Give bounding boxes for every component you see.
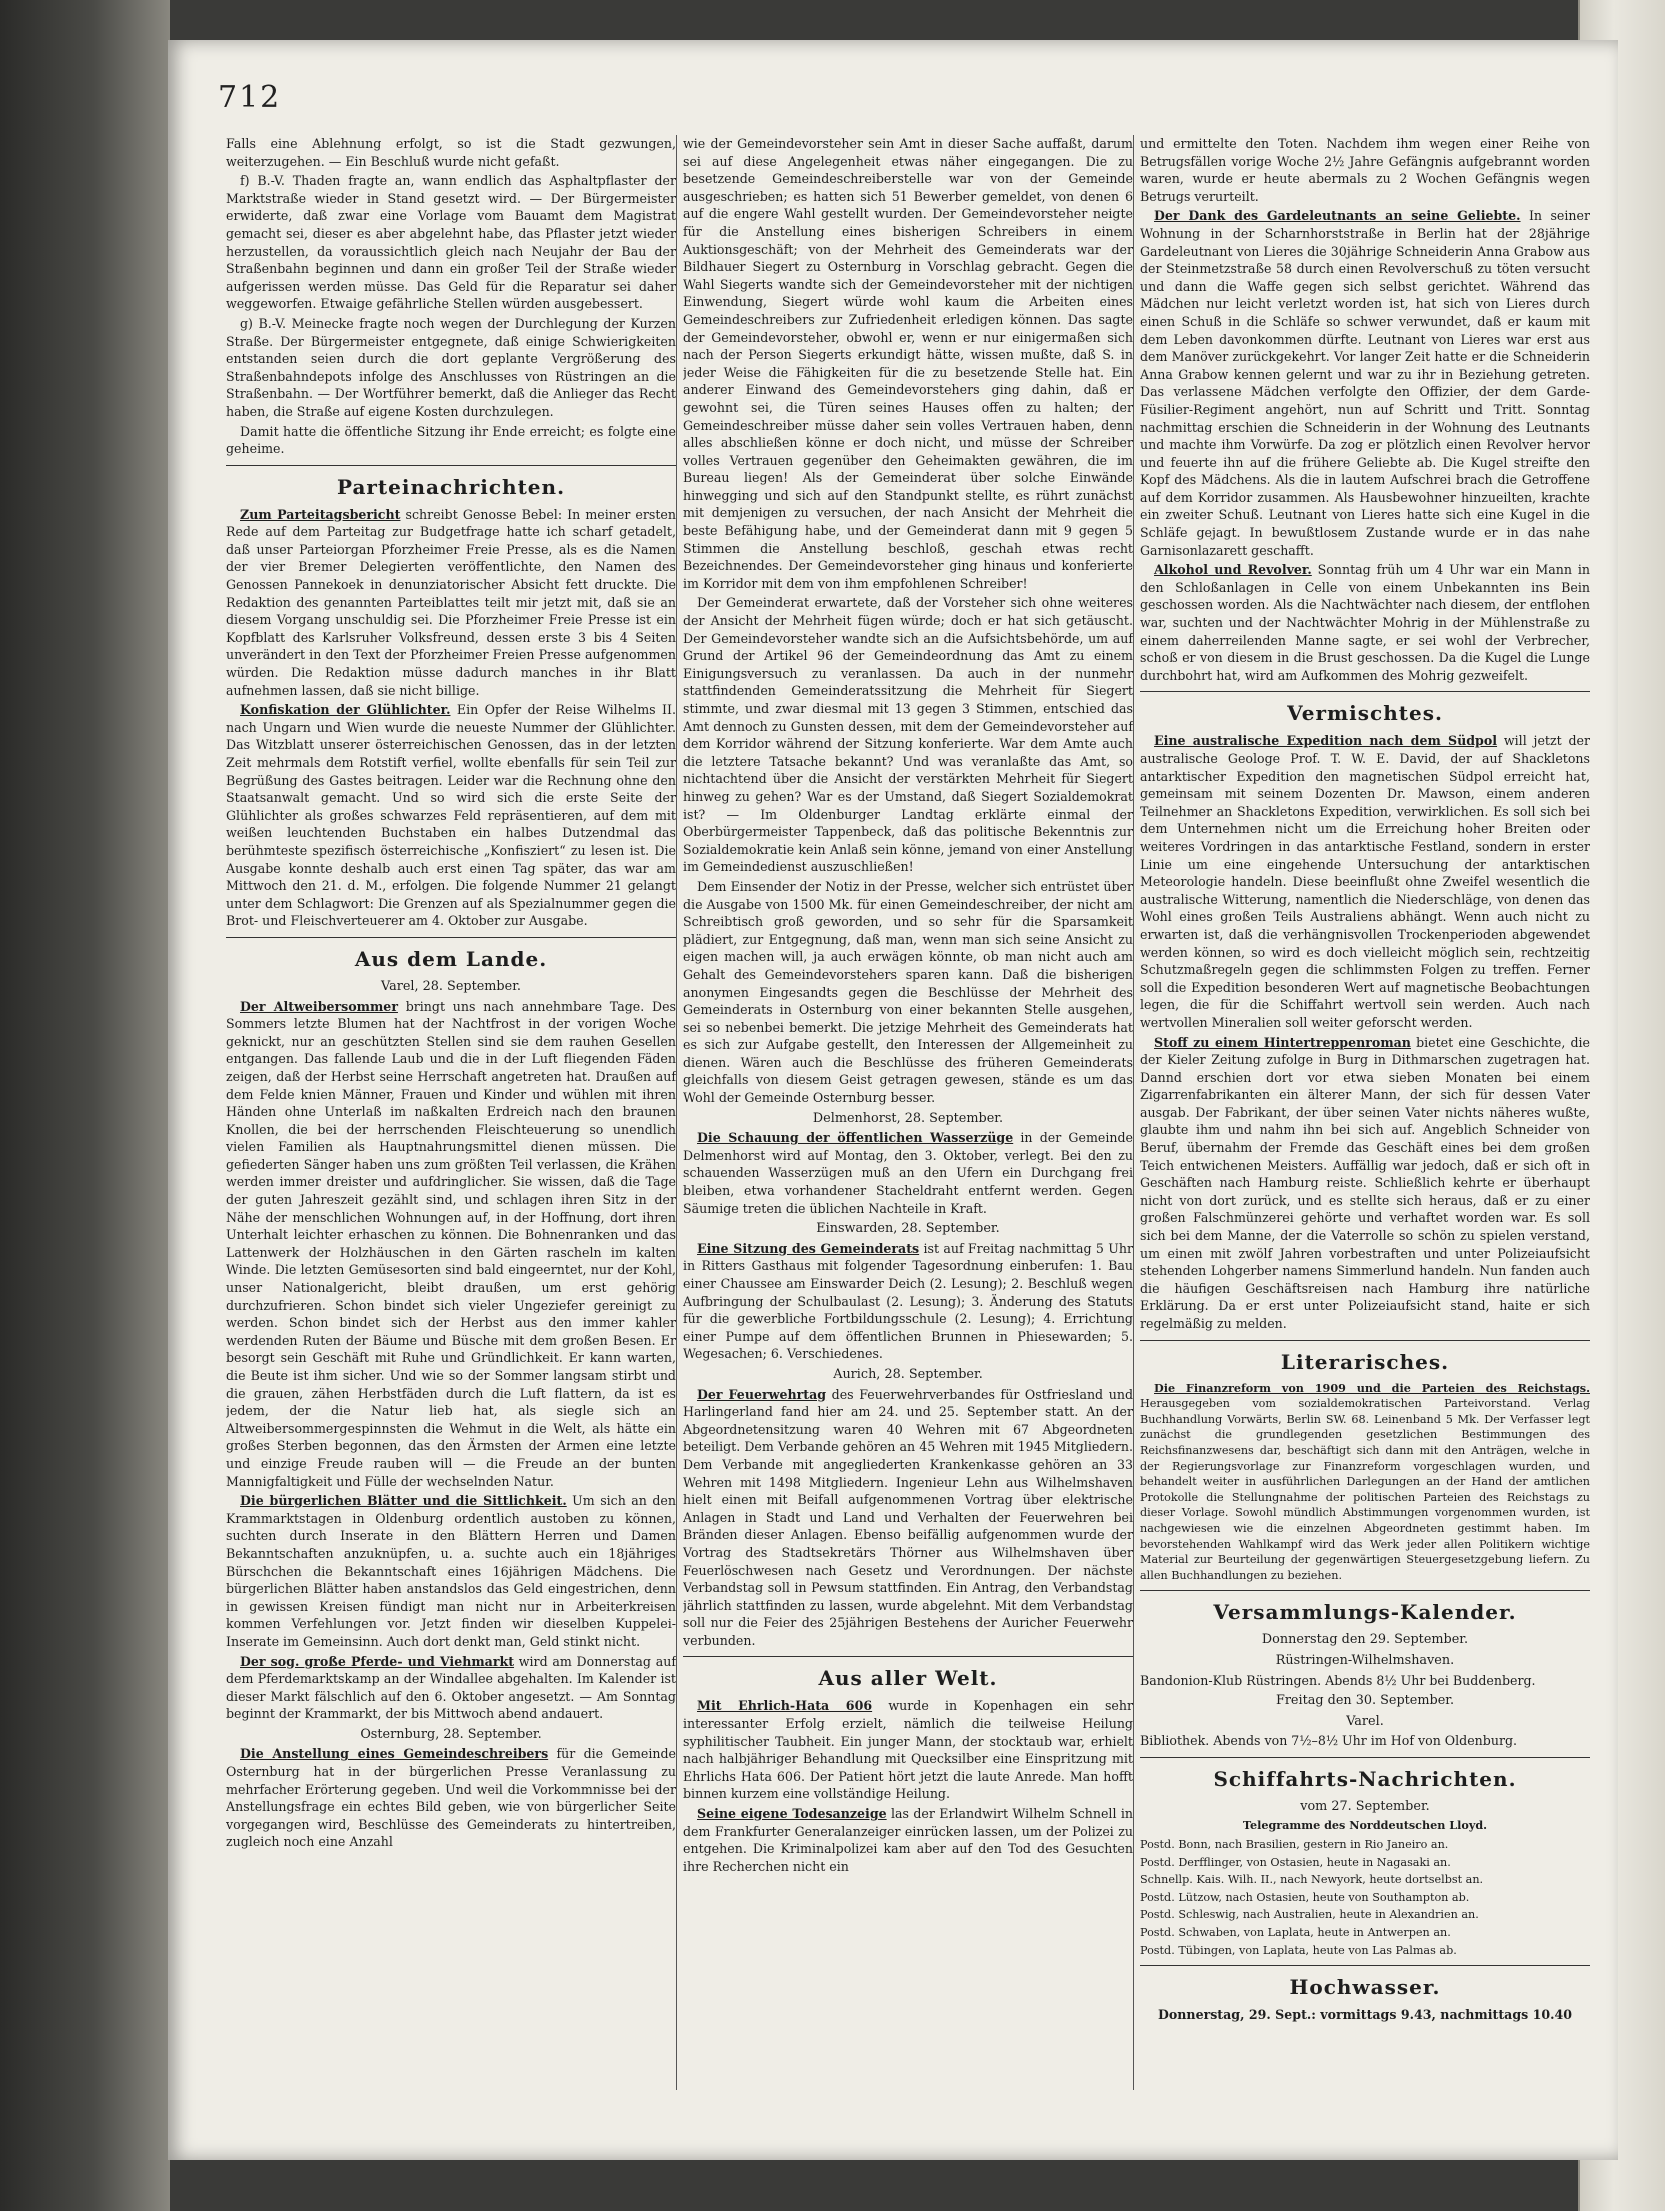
article-kicker: Der Feuerwehrtag <box>697 1386 827 1402</box>
ship-line: Schnellp. Kais. Wilh. II., nach Newyork, heute dortselbst an. <box>1140 1873 1484 1887</box>
section-rule <box>1140 1757 1590 1758</box>
article-paragraph: f) B.-V. Thaden fragte an, wann endlich das Asphaltpflaster der Marktstraße wieder in Stand gesetzt wird. — Der Bürgermeister erwiderte, daß zwar eine Vorlage vom Bauamt dem Magistrat gemacht sei, dieser es aber abgelehnt habe, das Pflaster jetzt wieder herzustellen, da voraussichtlich gleich nach Neujahr der Bau der Straßenbahn beginnen und dann ein großer Teil der Straße wieder aufgerissen werden müsse. Das Geld für die Reparatur sei daher weggeworfen. Etwaige gefährliche Stellen würden ausgebessert. <box>226 173 676 312</box>
page-number: 712 <box>218 80 282 115</box>
article-paragraph: und ermittelte den Toten. Nachdem ihm wegen einer Reihe von Betrugsfällen vorige Woche 2½ Jahre Gefängnis aufgebrannt worden waren, wurde er heute abermals zu 2 Wochen Gefängnis wegen Betrugs verurteilt. <box>1140 136 1590 204</box>
article-paragraph <box>226 998 676 1491</box>
article-paragraph: Damit hatte die öffentliche Sitzung ihr Ende erreicht; es folgte eine geheime. <box>226 423 676 457</box>
section-rule <box>683 1656 1133 1657</box>
section-heading: Aus aller Welt. <box>818 1666 998 1691</box>
article-kicker: Der Altweibersommer <box>240 998 398 1014</box>
ship-line: Postd. Schwaben, von Laplata, heute in Antwerpen an. <box>1140 1926 1451 1940</box>
article-kicker: Seine eigene Todesanzeige <box>697 1806 887 1822</box>
dateline: Osternburg, 28. September. <box>360 1726 542 1742</box>
dateline: Donnerstag den 29. September. <box>1261 1632 1469 1648</box>
section-heading: Hochwasser. <box>1289 1975 1441 2000</box>
section-rule <box>1140 1965 1590 1966</box>
article-kicker: Eine australische Expedition nach dem Südpol <box>1154 733 1498 749</box>
article-paragraph <box>226 701 676 930</box>
calendar-entry: Bandonion-Klub Rüstringen. Abends 8½ Uhr bei Buddenberg. <box>1140 1672 1536 1688</box>
ship-line: Postd. Derfflinger, von Ostasien, heute in Nagasaki an. <box>1140 1855 1451 1869</box>
article-paragraph: wie der Gemeindevorsteher sein Amt in dieser Sache auffaßt, darum sei auf diese Angelegenheit etwas näher eingegangen. Die zu besetzende Gemeindeschreiberstelle war von der Gemeinde ausgeschrieben; es hatten sich 51 Bewerber gemeldet, von denen 6 auf die engere Wahl gestellt wurden. Der Gemeindevorsteher neigte für die Anstellung eines bisherigen Schreibers in einem Auktionsgeschäft; von der Mehrheit des Gemeinderats war der Bildhauer Siegert zu Osternburg in Vorschlag gebracht. Gegen die Wahl Siegerts wandte sich der Gemeindevorsteher mit der nichtigen Einwendung, Siegert würde wohl kaum die Arbeiten eines Gemeindeschreibers zur Zufriedenheit erledigen können. Das sagte der Gemeindevorsteher, obwohl er, wenn er nur einigermaßen sich nach der Person Siegerts erkundigt hätte, wissen mußte, daß S. in jeder Weise die Fähigkeiten für die zu besetzende Stelle hat. Ein anderer Einwand des Gemeindevorstehers ging dahin, daß er gewohnt sei, die Türen seines Hauses offen zu halten; der Gemeindeschreiber müsse daher sein volles Vertrauen haben, denn alles abschließen könne er doch nicht, und müsse der Schreiber volles Vertrauen gegenüber den Geheimakten gewähren, die im Bureau liegen! Als der Gemeinderat über solche Einwände hinwegging und sich auf den Standpunkt stellte, es rührt zunächst mit demjenigen zu versuchen, der nach Ansicht der Mehrheit die beste Befähigung habe, und der Gemeinderat dann mit 9 gegen 5 Stimmen die Anstellung beschloß, geschah etwas recht Bezeichnendes. Der Gemeindevorsteher ging hinaus und konferierte im Korridor mit dem von ihm empfohlenen Schreiber! <box>683 136 1133 591</box>
article-kicker: Stoff zu einem Hintertreppenroman <box>1154 1034 1411 1050</box>
section-heading: Parteinachrichten. <box>336 474 566 499</box>
article-paragraph <box>683 1697 1133 1803</box>
article-paragraph <box>226 1653 676 1723</box>
dateline: Aurich, 28. September. <box>833 1366 983 1382</box>
article-paragraph <box>226 1745 676 1851</box>
article-paragraph <box>683 1129 1133 1217</box>
section-rule <box>226 465 676 466</box>
article-paragraph <box>683 1240 1133 1363</box>
high-water-line: Donnerstag, 29. Sept.: vormittags 9.43, nachmittags 10.40 <box>1157 2007 1573 2023</box>
article-kicker: Zum Parteitagsbericht <box>240 506 401 522</box>
article-paragraph: Der Gemeinderat erwartete, daß der Vorsteher sich ohne weiteres der Ansicht der Mehrheit fügen würde; doch er hat sich getäuscht. Der Gemeindevorsteher wandte sich an die Aufsichtsbehörde, um auf Grund der Artikel 96 der Gemeindeordnung das Amt zu einem Einigungsversuch zu veranlassen. Da auch in der nunmehr stattfindenden Gemeinderatssitzung die Mehrheit für Siegert stimmte, und zwar diesmal mit 13 gegen 3 Stimmen, entschied das Amt dennoch zu Gunsten dessen, mit dem der Gemeindevorsteher auf dem Korridor während der Sitzung konferierte. War dem Amte auch die letztere Tatsache bekannt? Und was veranlaßte das Amt, so nichtachtend über die Ansicht der verstärkten Mehrheit für Siegert hinweg zu gehen? War es der Umstand, daß Siegert Sozialdemokrat ist? — Im Oldenburger Landtag erklärte einmal der Oberbürgermeister Tappenbeck, daß das politische Bekenntnis zur Sozialdemokratie kein Anlaß sein könne, jemand von einer Anstellung im Gemeindedienst auszuschließen! <box>683 595 1133 875</box>
article-text: las der Erlandwirt Wilhelm Schnell in dem Frankfurter Generalanzeiger einrücken lassen, um der Polizei zu entgehen. Die Kriminalpolizei kam aber auf den Tod des Gesuchten ihre Recherchen nicht ein <box>683 1806 1133 1874</box>
section-rule <box>1140 1340 1590 1341</box>
section-rule <box>1140 691 1590 692</box>
article-paragraph <box>1140 1381 1590 1584</box>
article-text: Ein Opfer der Reise Wilhelms II. nach Ungarn und Wien wurde die neueste Nummer der Glühlichter. Das Witzblatt unserer österreichischen Genossen, das in der letzten Zeit mehrmals dem Rotstift verfiel, wollte ebenfalls für sein Teil zur Begrüßung des Gastes beitragen. Leider war die Rechnung ohne den Staatsanwalt gemacht. Und so wird sich die erste Seite der Glühlichter als großes schwarzes Feld repräsentieren, auf dem mit weißen leuchtenden Buchstaben ein halbes Dutzendmal das berühmteste spezifisch österreichische „Konfisziert“ zu lesen ist. Die Ausgabe konnte deshalb auch erst einen Tag später, das war am Mittwoch den 21. d. M., erfolgen. Die folgende Nummer 21 gelangt unter dem Schlagwort: Die Grenzen auf als Spezialnummer gegen die Brot- und Fleischverteuerer am 4. Oktober zur Ausgabe. <box>226 702 676 929</box>
column-3 <box>1140 135 1590 2105</box>
article-text: will jetzt der australische Geologe Prof. T. W. E. David, der auf Shackletons antarktischer Expedition den magnetischen Südpol erreicht hat, gemeinsam mit seinem Dozenten Dr. Mawson, einem anderen Teilnehmer an Shackletons Expedition, verwirklichen. Es soll sich bei dem Unternehmen nicht um die Erreichung hoher Breiten oder weiteres Vordringen in das antarktische Festland, sondern in erster Linie um eine eingehende Untersuchung der antarktischen Meteorologie handeln. Diese beeinflußt ohne Zweifel wesentlich die australische Witterung, namentlich die Niederschläge, von denen das Wohl eines großen Teils Australiens abhängt. Wenn auch nicht zu erwarten ist, daß die verhängnisvollen Trockenperioden abgewendet werden können, so wird es doch vielleicht möglich sein, rechtzeitig Schutzmaßregeln gegen die schlimmsten Folgen zu treffen. Ferner soll die Expedition besonderen Wert auf magnetische Beobachtungen legen, die für die Schiffahrt wertvoll sein werden. Auch nach wertvollen Mineralien soll weiter geforscht werden. <box>1140 733 1590 1030</box>
article-text: wird am Donnerstag auf dem Pferdemarktskamp an der Windallee abgehalten. Im Kalender ist dieser Markt fälschlich auf den 6. Oktober angesetzt. — Am Sonntag beginnt der Krammarkt, der bis Mittwoch abend andauert. <box>226 1653 676 1722</box>
article-kicker: Der Dank des Gardeleutnants an seine Geliebte. <box>1154 208 1521 224</box>
section-heading: Versammlungs-Kalender. <box>1213 1600 1517 1625</box>
article-text: Herausgegeben vom sozialdemokratischen Parteivorstand. Verlag Buchhandlung Vorwärts, Berlin SW. 68. Leinenband 5 Mk. Der Verfasser legt zunächst die grundlegenden gesetzlichen Bestimmungen des Reichsfinanzwesens dar, beschäftigt sich dann mit den Anträgen, welche in der Regierungsvorlage zur Finanzreform vorgeschlagen wurden, und behandelt weiter in ausführlichen Darlegungen an der Hand der amtlichen Protokolle die Stellungnahme der politischen Parteien des Reichstags zu dieser Vorlage. Sowohl mündlich Abstimmungen vorgenommen wurden, ist nachgewiesen wie die einzelnen Abgeordneten gestimmt haben. Im bevorstehenden Wahlkampf wird das Werk jeder allen Politikern wichtige Material zur Beurteilung der gegenwärtigen Steuergesetzgebung liefern. Zu allen Buchhandlungen zu beziehen. <box>1140 1397 1590 1582</box>
article-kicker: Die Schauung der öffentlichen Wasserzüge <box>697 1130 1014 1146</box>
article-kicker: Die Anstellung eines Gemeindeschreibers <box>240 1746 549 1762</box>
dateline: Delmenhorst, 28. September. <box>812 1110 1004 1126</box>
article-text: für die Gemeinde Osternburg hat in der bürgerlichen Presse Veranlassung zu mehrfacher Erörterung gegeben. Und weil die Vorkommnisse bei der Anstellungsfrage ein echtes Bild geben, wie von bürgerlicher Seite vorgegangen wird, Beschlüsse des Gemeinderats zu hintertreiben, zugleich noch eine Anzahl <box>226 1746 676 1850</box>
calendar-entry: Bibliothek. Abends von 7½–8½ Uhr im Hof von Oldenburg. <box>1140 1733 1518 1749</box>
article-kicker: Eine Sitzung des Gemeinderats <box>697 1240 920 1256</box>
section-rule <box>1140 1590 1590 1591</box>
article-kicker: Alkohol und Revolver. <box>1154 562 1312 578</box>
article-text: In seiner Wohnung in der Scharnhorststraße in Berlin hat der 28jährige Gardeleutnant von Lieres die 30jährige Schneiderin Anna Grabow aus der Steinmetzstraße 58 durch einen Revolverschuß zu töten versucht und dann die Waffe gegen sich selbst gerichtet. Während das Mädchen nur leicht verletzt worden ist, hat sich von Lieres durch einen Schuß in die Schläfe so schwer verwundet, daß er kaum mit dem Leben davonkommen dürfte. Leutnant von Lieres war erst aus dem Manöver zurückgekehrt. Vor langer Zeit hatte er die Schneiderin Anna Grabow kennen gelernt und war zu ihr in Beziehung getreten. Das verlassene Mädchen verfolgte den Offizier, der dem Garde-Füsilier-Regiment angehört, nun auf Schritt und Tritt. Sonntag nachmittag erschien die Schneiderin in der Wohnung des Leutnants und machte ihm Vorwürfe. Da zog er plötzlich einen Revolver hervor und feuerte ihn auf die frühere Geliebte ab. Die Kugel streifte den Kopf des Mädchens. Als die in lautem Aufschrei brach die Getroffene auf dem Korridor zusammen. Als Hausbewohner hinzueilten, krachte ein zweiter Schuß. Leutnant von Lieres hatte sich eine Kugel in die Schläfe gejagt. In bewußtlosem Zustande wurde er in das nahe Garnisonlazarett geschafft. <box>1140 208 1590 558</box>
article-text: wurde in Kopenhagen ein sehr interessanter Erfolg erzielt, nämlich die teilweise Heilung syphilitischer Taubheit. Ein junger Mann, der stocktaub war, erhielt nach halbjähriger Behandlung mit Quecksilber eine Einspritzung mit Ehrlichs Hata 606. Der Patient hört jetzt die laute Anrede. Man hofft binnen kurzem eine vollständige Heilung. <box>683 1698 1133 1802</box>
section-heading: Aus dem Lande. <box>354 946 548 971</box>
article-paragraph <box>1140 561 1590 684</box>
city-line: Varel. <box>1346 1713 1384 1729</box>
article-paragraph <box>226 1492 676 1650</box>
article-paragraph <box>683 1386 1133 1650</box>
newspaper-page <box>168 40 1618 2160</box>
column-2 <box>683 135 1133 2105</box>
section-rule <box>226 937 676 938</box>
article-text: in der Gemeinde Delmenhorst wird auf Montag, den 3. Oktober, verlegt. Bei den zu schauenden Wasserzügen muß an den Ufern ein Durchgang frei bleiben, etwa vorhandener Stacheldraht entfernt werden. Gegen Säumige treten die üblichen Nachteile in Kraft. <box>683 1130 1133 1216</box>
dateline: vom 27. September. <box>1300 1798 1430 1814</box>
article-text: Um sich an den Krammarktstagen in Oldenburg ordentlich austoben zu können, suchten durch Inserate in den Blättern Herren und Damen Bekanntschaften anzuknüpfen, u. a. suchte auch ein 18jähriges Bürschchen die Bekanntschaft eines 16jährigen Mädchens. Die bürgerlichen Blätter haben anstandslos das Geld eingestrichen, denn in gewissen Kreisen fündigt man nicht nur in Arbeiterkreisen kommen Verfehlungen vor. Jetzt finden wir dieselben Kuppelei-Inserate im Gemeinsinn. Auch dort denkt man, Geld stinkt nicht. <box>226 1493 676 1649</box>
article-text: bringt uns nach annehmbare Tage. Des Sommers letzte Blumen hat der Nachtfrost in der vorigen Woche geknickt, nur an geschützten Stellen sind sie dem rauhen Gesellen entgangen. Das fallende Laub und die in der Luft fliegenden Fäden zeigen, daß der Herbst seine Herrschaft angetreten hat. Draußen auf dem Felde knien Männer, Frauen und Kinder und wühlen mit ihren Händen ohne Unterlaß im naßkalten Erdreich nach den braunen Knollen, die bei der herrschenden Fleischteuerung so unendlich vielen Familien als Hauptnahrungsmittel dienen müssen. Die gefiederten Sänger haben uns zum größten Teil verlassen, die Krähen werden immer dreister und aufdringlicher. Sie wissen, daß die Tage der guten Jahreszeit gezählt sind, und schlagen ihren Sitz in der Nähe der menschlichen Wohnungen auf, in der Hoffnung, dort ihren Unterhalt leichter erhaschen zu können. Die Bohnenranken und das Lattenwerk der Holzhäuschen in den Gärten rascheln im kalten Winde. Die letzten Gemüsesorten sind bald eingeerntet, nur der Kohl, unser Nationalgericht, bleibt draußen, um erst gehörig durchzufrieren. Schon bindet sich vieler Ungeziefer gereinigt zu werden. Schon bindet sich der Herbst aus den immer kahler werdenden Ruten der Bäume und Büsche mit dem großen Besen. Er besorgt sein Geschäft mit Ruhe und Gründlichkeit. Er kann warten, die Beute ist ihm sicher. Und wie so der Sommer langsam stirbt und die grauen, zähen Herbstfäden durch die Luft flattern, da ist es jedem, der die Natur lieb hat, als siegle sich an Altweibersommergespinnsten die Wehmut in die Welt, als hätte ein großes Sterben begonnen, das den Ärmsten der Armen eine letzte und einzige Freude rauben will — die Freude an der bunten Mannigfaltigkeit und Fülle der wechselnden Natur. <box>226 998 676 1489</box>
section-heading: Schiffahrts-Nachrichten. <box>1213 1766 1517 1791</box>
article-paragraph: g) B.-V. Meinecke fragte noch wegen der Durchlegung der Kurzen Straße. Der Bürgermeister entgegnete, daß einige Schwierigkeiten entstanden seien durch die dort geplante Vergrößerung des Straßenbahndepots infolge des Anschlusses von Rüstringen an die Straßenbahn. — Der Wortführer bemerkt, daß die Anlieger das Recht haben, die Straße auf eigene Kosten durchzulegen. <box>226 315 676 419</box>
ship-line: Postd. Bonn, nach Brasilien, gestern in Rio Janeiro an. <box>1140 1838 1449 1852</box>
article-kicker: Der sog. große Pferde- und Viehmarkt <box>240 1653 515 1669</box>
section-heading: Literarisches. <box>1280 1349 1450 1374</box>
article-paragraph <box>683 1805 1133 1875</box>
article-paragraph: Dem Einsender der Notiz in der Presse, welcher sich entrüstet über die Ausgabe von 1500 Mk. für einen Gemeindeschreiber, der nicht am Schreibtisch groß geworden, und so sehr für die Sparsamkeit plädiert, zur Entgegnung, daß man, wenn man sich seine Ansicht zu eigen machen will, ja auch erwägen könnte, ob man nicht auch am Gehalt des Gemeindevorstehers sparen kann. Daß die bisherigen anonymen Eingesandts gegen die Beschlüsse der Mehrheit des Gemeinderats in Osternburg von einer bekannten Stelle ausgehen, sei so nebenbei bemerkt. Die jetzige Mehrheit des Gemeinderats hat es sich zur Aufgabe gestellt, den Interessen der Allgemeinheit zu dienen. Wären auch die Beschlüsse des früheren Gemeinderats gleichfalls von diesem Geist getragen gewesen, stände es um das Wohl der Gemeinde Osternburg besser. <box>683 878 1133 1106</box>
article-text: Sonntag früh um 4 Uhr war ein Mann in den Schloßanlagen in Celle von einem Unbekannten ins Bein geschossen worden. Als die Nachtwächter nach diesem, der entflohen war, suchten und der Nachtwächter Mohrig in der Mühlenstraße zu einem daherreilenden Manne sagte, er sei wohl der Verbrecher, schoß er von diesem in die Brust geschossen. Da die Kugel die Lunge durchbohrt hat, wird am Aufkommen des Mohrig gezweifelt. <box>1140 562 1590 683</box>
ship-line: Postd. Lützow, nach Ostasien, heute von Southampton ab. <box>1140 1890 1470 1904</box>
column-rule <box>676 135 677 2090</box>
article-text: des Feuerwehrverbandes für Ostfriesland und Harlingerland fand hier am 24. und 25. September statt. An der Abgeordnetensitzung waren 40 Wehren mit 67 Abgeordneten beteiligt. Dem Verbande gehören an 45 Wehren mit 1945 Mitgliedern. Dem Verbande mit angegliederten Krankenkasse gehören an 33 Wehren mit 1498 Mitgliedern. Ingenieur Lehn aus Wilhelmshaven hielt einen mit Beifall aufgenommenen Vortrag über elektrische Anlagen in Stadt und Land und Verhalten der Feuerwehren bei Bränden dieser Anlagen. Ebenso beifällig aufgenommen wurde der Vortrag des Stadtsekretärs Thörner aus Wilhelmshaven über Feuerlöschwesen nach Gesetz und Verordnungen. Der nächste Verbandstag soll in Pewsum stattfinden. Ein Antrag, den Verbandstag jährlich stattfinden zu lassen, wurde abgelehnt. Mit dem Verbandstag soll nur die Feier des 25jährigen Bestehens der Auricher Feuerwehr verbunden. <box>683 1386 1133 1648</box>
article-kicker: Konfiskation der Glühlichter. <box>240 702 451 718</box>
article-text: bietet eine Geschichte, die der Kieler Zeitung zufolge in Burg in Dithmarschen zugetragen hat. Dannd erschien dort vor etwa sieben Monaten bei einem Zigarrenfabrikanten ein älterer Mann, der sich für dessen Vater ausgab. Der Fabrikant, der über seinen Vater nichts näheres wußte, glaubte ihm und nahm ihn bei sich auf. Angeblich Schneider von Beruf, übernahm der Fremde das Geschäft eines bei dem großen Teich entwichenen Meisters. Auffällig war jedoch, daß er sich oft in Geschäften nach Hamburg reiste. Schließlich kehrte er überhaupt nicht von dort zurück, und es stellte sich heraus, daß er zu einer großen Falschmünzerei gehörte und verhaftet worden war. Es soll sich bei dem Manne, der die Vaterrolle so schön zu spielen verstand, um einen mit zwölf Jahren vorbestraften und unter Polizeiaufsicht stehenden Lohgerber namens Simmerlund handeln. Nun fanden auch die häufigen Geschäftsreisen nach Hamburg ihre natürliche Erklärung. Da er erst unter Polizeiaufsicht stand, haite er sich regelmäßig zu melden. <box>1140 1034 1590 1331</box>
article-paragraph <box>1140 732 1590 1031</box>
section-heading: Vermischtes. <box>1287 701 1443 726</box>
city-line: Rüstringen-Wilhelmshaven. <box>1275 1652 1455 1668</box>
article-paragraph <box>1140 1034 1590 1333</box>
dateline: Einswarden, 28. September. <box>816 1221 1000 1237</box>
article-kicker: Die bürgerlichen Blätter und die Sittlichkeit. <box>240 1493 567 1509</box>
telegram-subhead: Telegramme des Norddeutschen Lloyd. <box>1242 1818 1488 1833</box>
column-1 <box>226 135 676 2105</box>
article-paragraph: Falls eine Ablehnung erfolgt, so ist die Stadt gezwungen, weiterzugehen. — Ein Beschluß wurde nicht gefaßt. <box>226 136 676 169</box>
article-paragraph <box>1140 207 1590 559</box>
article-kicker: Mit Ehrlich-Hata 606 <box>697 1698 873 1714</box>
book-spine <box>0 0 170 2211</box>
dateline: Freitag den 30. September. <box>1275 1693 1455 1709</box>
ship-line: Postd. Schleswig, nach Australien, heute in Alexandrien an. <box>1140 1908 1479 1922</box>
ship-line: Postd. Tübingen, von Laplata, heute von Las Palmas ab. <box>1140 1943 1457 1957</box>
article-kicker: Die Finanzreform von 1909 und die Parteien des Reichstags. <box>1154 1380 1590 1395</box>
dateline: Varel, 28. September. <box>381 978 521 994</box>
column-rule <box>1133 135 1134 2090</box>
article-text: ist auf Freitag nachmittag 5 Uhr in Ritters Gasthaus mit folgender Tagesordnung einberufen: 1. Bau einer Chaussee am Einswarder Deich (2. Lesung); 2. Beschluß wegen Aufbringung der Schulbaulast (2. Lesung); 3. Änderung des Statuts für die gewerbliche Fortbildungsschule (2. Lesung); 4. Errichtung einer Pumpe auf dem öffentlichen Brunnen in Phiesewarden; 5. Wegesachen; 6. Verschiedenes. <box>683 1240 1133 1362</box>
article-paragraph <box>226 506 676 700</box>
article-text: schreibt Genosse Bebel: In meiner ersten Rede auf dem Parteitag zur Budgetfrage hatte ich scharf getadelt, daß unser Parteiorgan Pforzheimer Freie Presse, als es die Namen der vier Bremer Delegierten veröffentlichte, den Namen des Genossen Pannekoek in denunziatorischer Absicht fett druckte. Die Redaktion des genannten Parteiblattes teilt mir jetzt mit, daß sie an diesem Vorgang unschuldig sei. Die Pforzheimer Freie Presse ist ein Kopfblatt des Karlsruher Volksfreund, dessen erste 3 bis 4 Seiten unverändert in den Text der Pforzheimer Freien Presse aufgenommen würden. Die Redaktion müsse dadurch manches in ihr Blatt aufnehmen lassen, daß sie nicht billige. <box>226 506 676 698</box>
